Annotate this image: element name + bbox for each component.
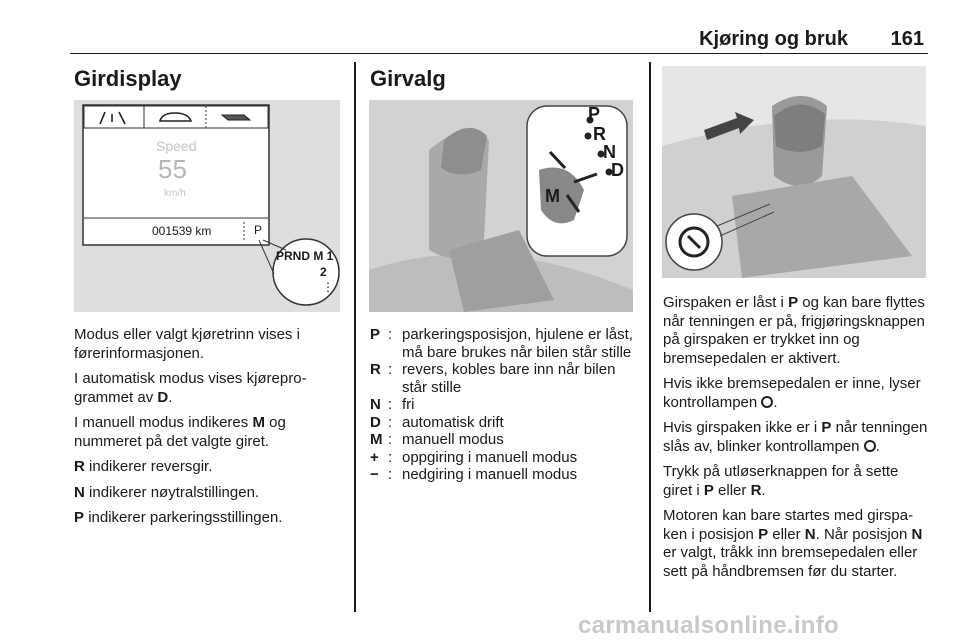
def-d: D : automatisk drift: [370, 413, 504, 431]
callout-gear-2: 2: [320, 265, 327, 279]
gear-letter-m: M: [545, 186, 560, 206]
gear-indicator: P: [254, 223, 263, 237]
brake-lamp-icon-2: [864, 440, 876, 452]
paragraph-6: P indikerer parkeringsstillingen.: [74, 509, 283, 526]
speed-value: 55: [158, 154, 187, 184]
speed-label: Speed: [156, 138, 197, 154]
paragraph-lock-5: Motoren kan bare startes med girspaken i posisjon P eller N. Når posisjon N er valgt, tråkk inn bremsepedalen eller sett på håndbremsen før du starter.: [663, 507, 923, 580]
figure-shift-lock: [662, 66, 926, 278]
paragraph-lock-1: Girspaken er låst i P og kan bare flyttes når tenningen er på, frigjøringsknappen på girspaken er trykket inn og bremsepedalen er aktivert.: [663, 294, 925, 367]
gear-letter-r: R: [593, 124, 606, 144]
page-header: [70, 28, 928, 54]
odometer-value: 001539 km: [152, 224, 212, 238]
gear-letter-d: D: [611, 160, 624, 180]
gear-letter-p: P: [588, 104, 601, 124]
paragraph-5: N indikerer nøytralstillingen.: [74, 483, 260, 501]
page-number: 161: [890, 28, 924, 50]
girdisplay-text: [74, 326, 344, 535]
figure-gear-display: [74, 100, 340, 312]
speed-unit: km/h: [164, 188, 186, 199]
gear-definitions: [370, 326, 635, 484]
figure-gear-lever: [369, 100, 633, 312]
def-plus: + : oppgiring i manuell modus: [370, 448, 578, 466]
def-minus: − : nedgiring i manuell modus: [370, 466, 578, 483]
brake-lamp-icon: [761, 396, 773, 408]
def-p: P : parkeringsposisjon, hjulene er låst, må bare brukes når bilen står stille: [370, 326, 633, 361]
def-m: M : manuell modus: [370, 431, 504, 448]
shift-lock-text: [663, 294, 931, 588]
paragraph-lock-4: Trykk på utløserknappen for å sette giret i P eller R.: [663, 463, 899, 499]
paragraph-3: I manuell modus indikeres M og nummeret på det valgte giret.: [74, 414, 286, 450]
callout-gears: PRND M 1: [276, 249, 334, 263]
column-girdisplay: [74, 66, 342, 92]
paragraph-2: I automatisk modus vises kjøreprogrammet av D.: [74, 370, 307, 406]
section-title: Kjøring og bruk: [699, 28, 848, 50]
watermark: carmanualsonline.info: [578, 612, 840, 639]
heading-girvalg: Girvalg: [370, 66, 446, 91]
paragraph-lock-3: Hvis girspaken ikke er i P når tenningen slås av, blinker kontrollampen .: [663, 419, 928, 455]
gear-display-illustration: [74, 100, 340, 312]
paragraph-4: R indikerer reversgir.: [74, 458, 213, 475]
def-n: N : fri: [370, 396, 415, 413]
column-divider-2: [649, 62, 651, 612]
heading-girdisplay: Girdisplay: [74, 66, 182, 91]
gear-letter-n: N: [603, 142, 616, 162]
def-r: R : revers, kobles bare inn når bilen står stille: [370, 361, 616, 396]
paragraph-lock-2: Hvis ikke bremsepedalen er inne, lyser kontrollampen .: [663, 375, 921, 411]
column-divider-1: [354, 62, 356, 612]
callout-more: ⋮: [322, 280, 334, 294]
paragraph-1: Modus eller valgt kjøretrinn vises i førerinformasjonen.: [74, 326, 300, 362]
shift-lock-illustration: [662, 66, 926, 278]
column-girvalg: [370, 66, 638, 92]
